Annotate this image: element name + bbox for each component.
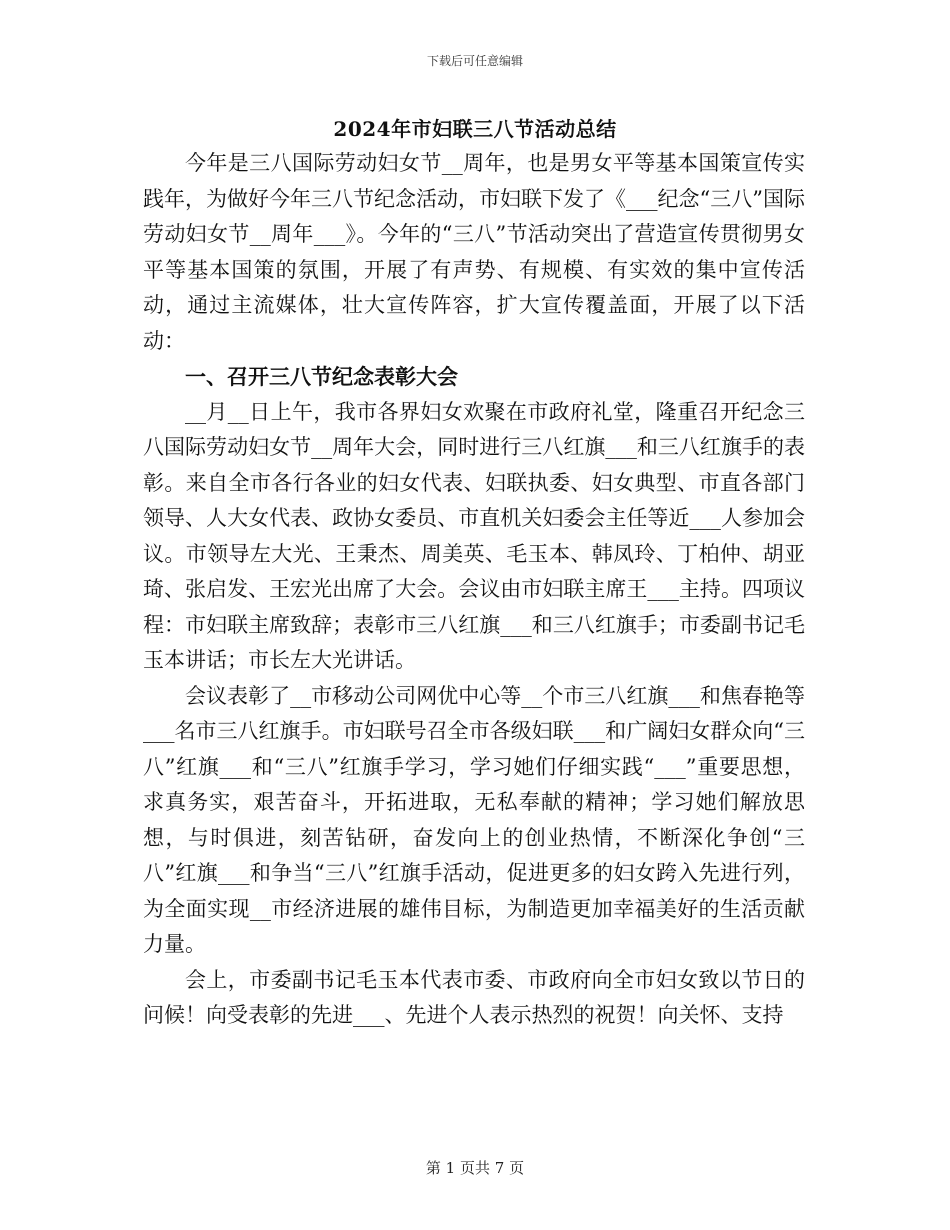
paragraph-greetings: 会上，市委副书记毛玉本代表市委、市政府向全市妇女致以节日的问候！向受表彰的先进___、先进个人表示热烈的祝贺！向关怀、支持 <box>143 967 805 1027</box>
paragraph-meeting: __月__日上午，我市各界妇女欢聚在市政府礼堂，隆重召开纪念三八国际劳动妇女节__周年大会，同时进行三八红旗___和三八红旗手的表彰。来自全市各行各业的妇女代表、妇联执委、妇女典型、市直各部门领导、人大女代表、政协女委员、市直机关妇委会主任等近___人参加会议。市领导左大光、王秉杰、周美英、毛玉本、韩凤玲、丁柏仲、胡亚琦、张启发、王宏光出席了大会。会议由市妇联主席王___主持。四项议程：市妇联主席致辞；表彰市三八红旗___和三八红旗手；市委副书记毛玉本讲话；市长左大光讲话。 <box>143 399 805 672</box>
document-title: 2024年市妇联三八节活动总结 <box>333 117 617 141</box>
document-body <box>143 146 805 1034</box>
paragraph-intro: 今年是三八国际劳动妇女节__周年，也是男女平等基本国策宣传实践年，为做好今年三八节纪念活动，市妇联下发了《___纪念“三八”国际劳动妇女节__周年___》。今年的“三八”节活动突出了营造宣传贯彻男女平等基本国策的氛围，开展了有声势、有规模、有实效的集中宣传活动，通过主流媒体，壮大宣传阵容，扩大宣传覆盖面，开展了以下活动： <box>143 151 805 353</box>
paragraph-commendation: 会议表彰了__市移动公司网优中心等__个市三八红旗___和焦春艳等___名市三八红旗手。市妇联号召全市各级妇联___和广阔妇女群众向“三八”红旗___和“三八”红旗手学习，学习她们仔细实践“___”重要思想，求真务实，艰苦奋斗，开拓进取，无私奉献的精神；学习她们解放思想，与时俱进，刻苦钻研，奋发向上的创业热情，不断深化争创“三八”红旗___和争当“三八”红旗手活动，促进更多的妇女跨入先进行列，为全面实现__市经济进展的雄伟目标，为制造更加幸福美好的生活贡献力量。 <box>143 683 805 956</box>
page-number-footer: 第 1 页共 7 页 <box>425 1159 525 1177</box>
header-note: 下载后可任意编辑 <box>426 54 523 68</box>
section-heading-1: 一、召开三八节纪念表彰大会 <box>185 364 458 389</box>
